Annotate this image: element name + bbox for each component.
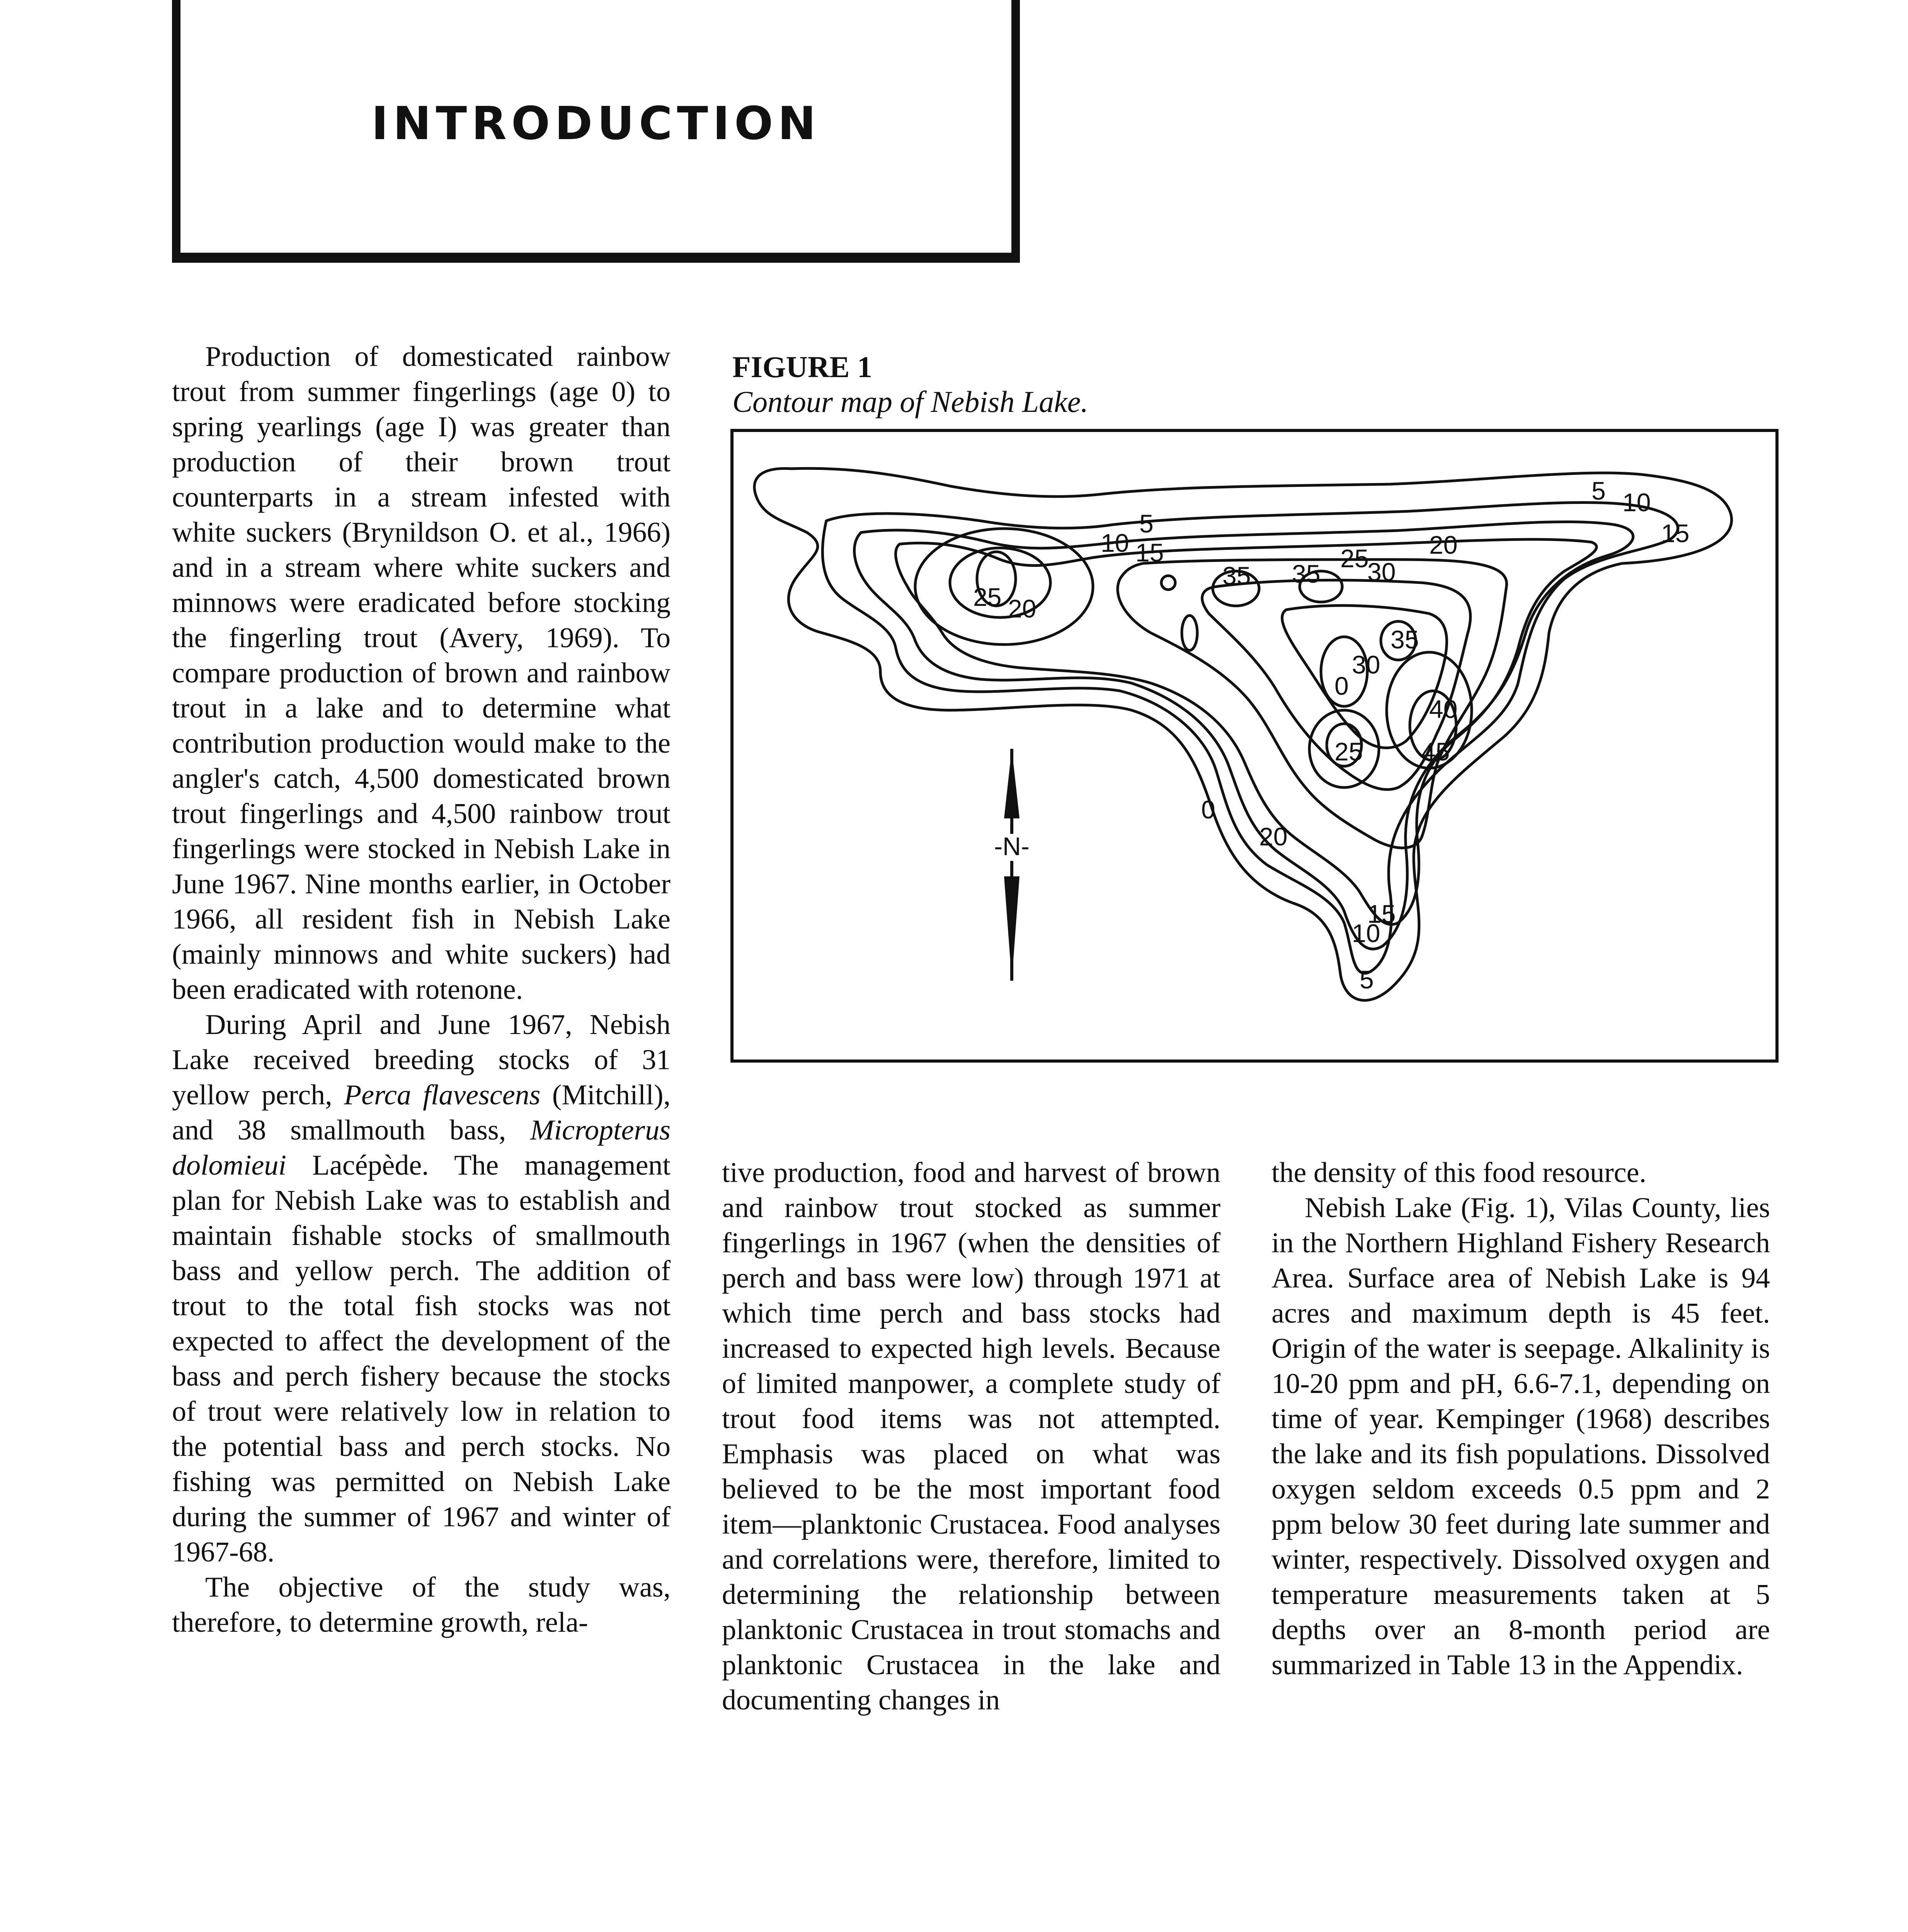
depth-label: 5 <box>1591 476 1606 505</box>
depth-label: 25 <box>973 583 1002 611</box>
intro-column-1 <box>172 339 671 1640</box>
introduction-heading: INTRODUCTION <box>371 97 821 150</box>
depth-label: 20 <box>1259 822 1288 851</box>
depth-label: 35 <box>1391 625 1419 654</box>
depth-label: 25 <box>1334 737 1363 766</box>
contour-island <box>1182 616 1197 650</box>
intro-paragraph-continued: tive production, food and harvest of brown and rainbow trout stocked as summer fingerlings in 1967 (when the densities of perch and bass were low) through 1971 at which time perch and bass stocks had increased to expected high levels. Because of limited manpower, a complete study of trout food items was not attempted. Emphasis was placed on what was believed to be the most important food item—planktonic Crustacea. Food analyses and correlations were, therefore, limited to determining the relationship between planktonic Crustacea in trout stomachs and planktonic Crustacea in the lake and documenting changes in <box>722 1157 1220 1716</box>
figure-label: FIGURE 1 <box>732 350 872 384</box>
introduction-header-box <box>172 0 1020 263</box>
depth-label: 0 <box>1334 672 1349 700</box>
depth-label: 25 <box>1340 544 1369 573</box>
depth-label: 20 <box>1429 531 1458 559</box>
lake-contour-map <box>730 429 1779 1063</box>
intro-column-2 <box>722 1155 1220 1718</box>
contour-map-svg <box>734 432 1775 1060</box>
depth-label: 20 <box>1008 594 1037 623</box>
north-label: -N- <box>994 832 1030 861</box>
intro-paragraph-3: The objective of the study was, therefore, to determine growth, rela- <box>172 1571 671 1638</box>
intro-paragraph-2: During April and June 1967, Nebish Lake received breeding stocks of 31 yellow perch, Perca flavescens (Mitchill), and 38 smallmouth bass, Micropterus dolomieui Lacépède. The management plan for Nebish Lake was to establish and maintain fishable stocks of smallmouth bass and yellow perch. The addition of trout to the total fish stocks was not expected to affect the development of the bass and perch fishery because the stocks of trout were relatively low in relation to the potential bass and perch stocks. No fishing was permitted on Nebish Lake during the summer of 1967 and winter of 1967-68. <box>172 1009 671 1568</box>
depth-label: 15 <box>1135 538 1164 567</box>
depth-label: 5 <box>1360 965 1374 994</box>
contour-small-0 <box>1161 576 1175 590</box>
intro-column-3 <box>1271 1155 1770 1683</box>
depth-label: 10 <box>1352 919 1380 947</box>
depth-label: 35 <box>1292 560 1321 588</box>
depth-label: 40 <box>1429 695 1458 723</box>
depth-label: 15 <box>1661 519 1690 548</box>
depth-label: 30 <box>1352 650 1380 679</box>
depth-label: 10 <box>1622 488 1651 517</box>
intro-paragraph-nebish-lake: Nebish Lake (Fig. 1), Vilas County, lies in the Northern Highland Fishery Research Area. Surface area of Nebish Lake is 94 acres and maximum depth is 45 feet. Origin of the water is seepage. Alkalinity is 10-20 ppm and pH, 6.6-7.1, depending on time of year. Kempinger (1968) describes the lake and its fish populations. Dissolved oxygen seldom exceeds 0.5 ppm and 2 ppm below 30 feet during late summer and winter, respectively. Dissolved oxygen and temperature measurements taken at 5 depths over an 8-month period are summarized in Table 13 in the Appendix. <box>1271 1192 1770 1681</box>
intro-paragraph-continued-end: the density of this food resource. <box>1271 1157 1646 1189</box>
depth-label: 35 <box>1222 561 1251 590</box>
depth-label: 15 <box>1367 900 1396 928</box>
depth-label: 10 <box>1101 529 1129 557</box>
depth-label: 0 <box>1201 795 1215 824</box>
north-arrow <box>1004 749 1020 981</box>
depth-label: 30 <box>1367 558 1396 586</box>
figure-caption: Contour map of Nebish Lake. <box>732 385 1088 418</box>
intro-paragraph-1: Production of domesticated rainbow trout from summer fingerlings (age 0) to spring yearlings (age I) was greater than production of their brown trout counterparts in a stream infested with white suckers (Brynildson O. et al., 1966) and in a stream where white suckers and minnows were eradicated before stocking the fingerling trout (Avery, 1969). To compare production of brown and rainbow trout in a lake and to determine what contribution production would make to the angler's catch, 4,500 domesticated brown trout fingerlings and 4,500 rainbow trout fingerlings were stocked in Nebish Lake in June 1967. Nine months earlier, in October 1966, all resident fish in Nebish Lake (mainly minnows and white suckers) had been eradicated with rotenone. <box>172 341 671 1005</box>
depth-label: 5 <box>1139 509 1154 538</box>
depth-label: 45 <box>1421 737 1450 766</box>
